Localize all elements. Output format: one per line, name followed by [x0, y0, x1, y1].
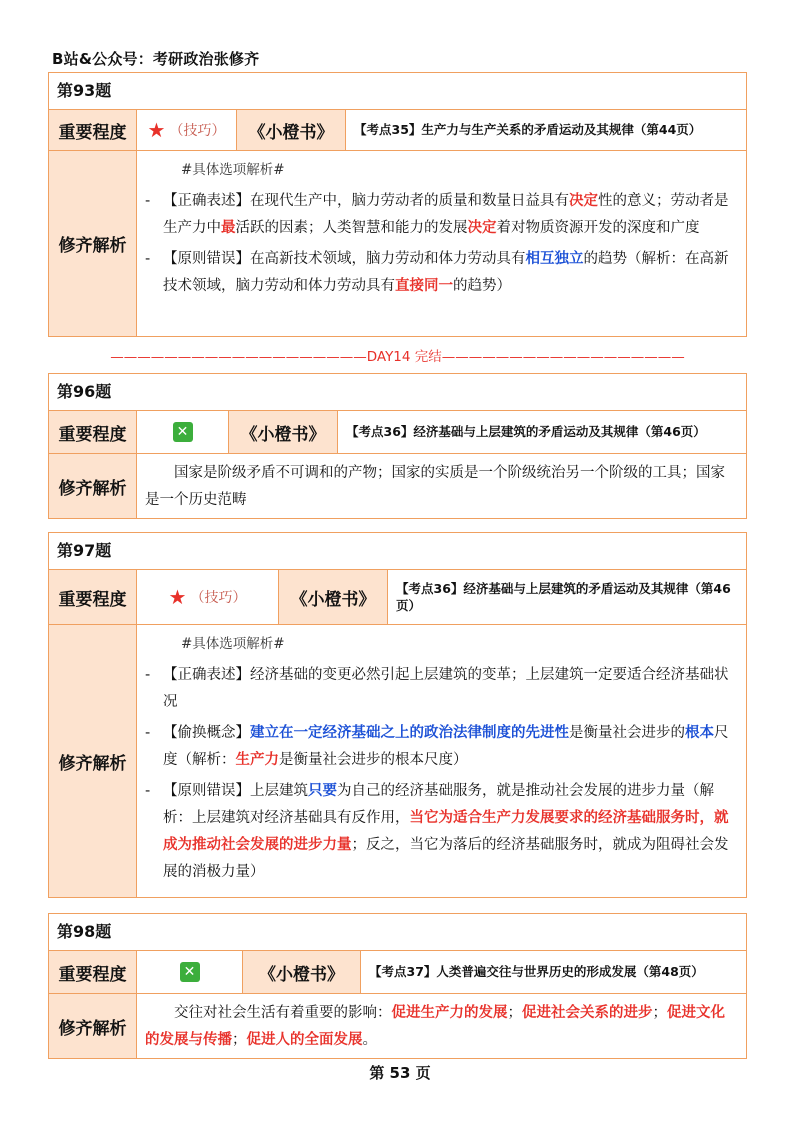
importance-label: 重要程度	[49, 951, 137, 993]
highlight-red: 促进文化的发展与传播	[145, 1005, 725, 1048]
analysis-content	[137, 151, 746, 336]
text: 是衡量社会进步的	[569, 725, 685, 741]
highlight-blue: 建立在一定经济基础之上的政治法律制度的先进性	[250, 725, 569, 741]
question-93-block	[48, 72, 747, 337]
topic-text: 【考点36】经济基础与上层建筑的矛盾运动及其规律（第46页）	[346, 424, 706, 440]
hash-heading: #具体选项解析#	[181, 636, 285, 652]
book-title: 《小橙书》	[229, 411, 338, 453]
day-divider: ———————————————————DAY14 完结——————————————————	[110, 349, 685, 365]
highlight-red: 当它为适合生产力发展要求的经济基础服务时，就成为推动社会发展的进步力量	[163, 810, 729, 853]
list-item	[145, 662, 736, 716]
list-item	[145, 188, 736, 242]
highlight-red: 促进生产力的发展	[391, 1005, 508, 1021]
text: 【原则错误】上层建筑	[163, 783, 308, 799]
list-item	[145, 246, 736, 300]
question-title: 第97题	[49, 533, 746, 570]
text: 【原则错误】在高新技术领域，脑力劳动和体力劳动具有	[163, 251, 526, 267]
text: 着对物质资源开发的深度和广度	[496, 220, 700, 236]
star-icon: ★	[168, 585, 187, 609]
rating-cell	[137, 411, 229, 453]
topic-text: 【考点35】生产力与生产关系的矛盾运动及其规律（第44页）	[354, 122, 702, 138]
text: 为自己的经济基础服务，就是推动社会发展的进步力量（解析：上层建筑对经济基础具有反作用，	[163, 783, 714, 826]
highlight-red: 生产力	[235, 752, 279, 768]
topic-text: 【考点36】经济基础与上层建筑的矛盾运动及其规律（第46页）	[396, 580, 731, 613]
highlight-blue: 相互独立	[525, 251, 584, 267]
text: ；反之，当它为落后的经济基础服务时，就成为阻碍社会发展的消极力量）	[163, 837, 729, 880]
analysis-text	[145, 1000, 736, 1054]
analysis-label: 修齐解析	[49, 454, 137, 518]
cross-icon: ✕	[180, 962, 200, 982]
analysis-text: 国家是阶级矛盾不可调和的产物；国家的实质是一个阶级统治另一个阶级的工具；国家是一个历史范畴	[145, 465, 725, 508]
bullet-dash: -	[145, 193, 151, 209]
cross-icon: ✕	[173, 422, 193, 442]
rating-cell	[137, 110, 237, 150]
question-97-block	[48, 532, 747, 898]
rating-cell	[137, 570, 279, 624]
highlight-red: 促进社会关系的进步	[522, 1005, 653, 1021]
list-item	[145, 778, 736, 886]
bullet-dash: -	[145, 783, 151, 799]
text: 。	[362, 1032, 377, 1048]
highlight-red: 直接同一	[395, 278, 453, 294]
analysis-content	[137, 454, 746, 518]
analysis-content	[137, 994, 746, 1058]
highlight-red: 决定	[569, 193, 598, 209]
page-number: 第 53 页	[369, 1064, 431, 1082]
text: 交往对社会生活有着重要的影响：	[174, 1005, 392, 1021]
highlight-blue: 只要	[308, 783, 337, 799]
analysis-content	[137, 625, 746, 897]
book-title: 《小橙书》	[237, 110, 346, 150]
text: 【偷换概念】	[163, 725, 250, 741]
text: ；	[652, 1005, 667, 1021]
highlight-red: 最	[221, 220, 236, 236]
highlight-red: 促进人的全面发展	[246, 1032, 363, 1048]
importance-label: 重要程度	[49, 411, 137, 453]
text: 的趋势（解析：在高新技术领域，脑力劳动和体力劳动具有	[163, 251, 729, 294]
rating-cell	[137, 951, 243, 993]
text: 性的意义；劳动者是生产力中	[163, 193, 729, 236]
analysis-label: 修齐解析	[49, 625, 137, 897]
text: 活跃的因素；人类智慧和能力的发展	[235, 220, 468, 236]
text: ；	[232, 1032, 247, 1048]
topic-text: 【考点37】人类普遍交往与世界历史的形成发展（第48页）	[369, 964, 704, 980]
question-98-block	[48, 913, 747, 1059]
rating-tag: （技巧）	[169, 123, 226, 139]
text: 【正确表述】经济基础的变更必然引起上层建筑的变革；上层建筑一定要适合经济基础状况	[163, 667, 729, 710]
hash-heading: #具体选项解析#	[181, 162, 285, 178]
text: 是衡量社会进步的根本尺度）	[279, 752, 468, 768]
star-icon: ★	[147, 118, 166, 142]
list-item	[145, 720, 736, 774]
text: ；	[507, 1005, 522, 1021]
importance-label: 重要程度	[49, 110, 137, 150]
question-title: 第98题	[49, 914, 746, 951]
highlight-blue: 根本	[685, 725, 714, 741]
question-title: 第93题	[49, 73, 746, 110]
highlight-red: 决定	[467, 220, 497, 236]
page-header: B站&公众号：考研政治张修齐	[52, 50, 260, 68]
question-96-block	[48, 373, 747, 519]
bullet-dash: -	[145, 725, 151, 741]
bullet-dash: -	[145, 251, 151, 267]
bullet-dash: -	[145, 667, 151, 683]
question-title: 第96题	[49, 374, 746, 411]
text: 尺度（解析：	[163, 725, 729, 768]
rating-tag: （技巧）	[190, 590, 247, 606]
book-title: 《小橙书》	[279, 570, 388, 624]
analysis-label: 修齐解析	[49, 151, 137, 336]
text: 的趋势）	[453, 278, 511, 294]
text: 【正确表述】在现代生产中，脑力劳动者的质量和数量日益具有	[163, 193, 569, 209]
importance-label: 重要程度	[49, 570, 137, 624]
book-title: 《小橙书》	[243, 951, 361, 993]
analysis-label: 修齐解析	[49, 994, 137, 1058]
